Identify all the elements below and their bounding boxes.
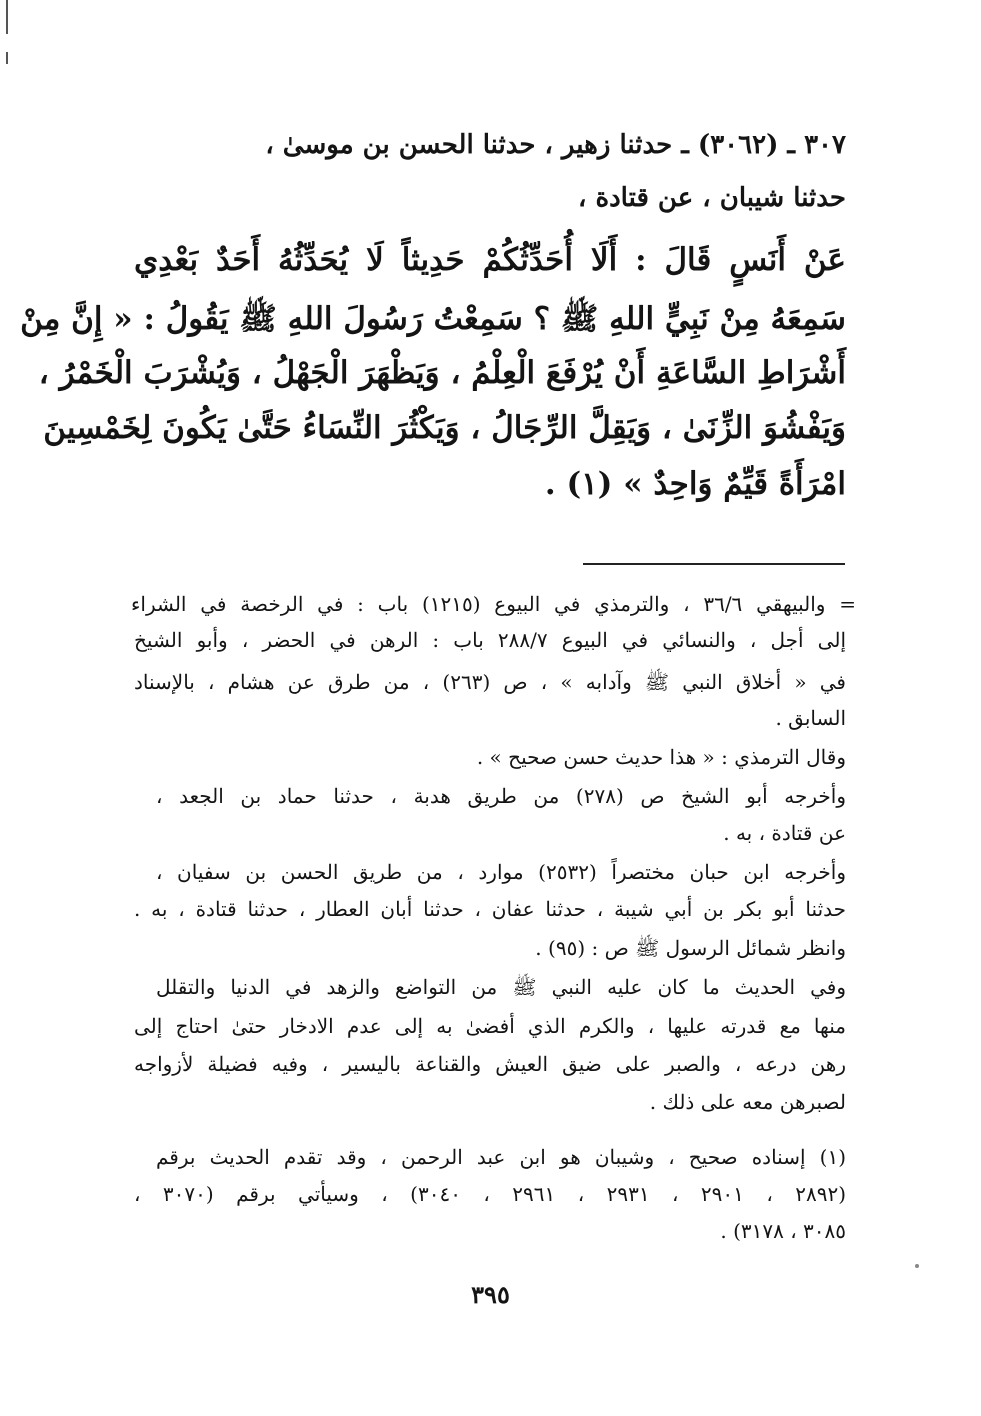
footnote-1-line: ٣٠٨٥ ، ٣١٧٨) . — [720, 1219, 846, 1243]
footnote-ibnhibban-line: وانظر شمائل الرسول ﷺ ص : (٩٥) . — [535, 936, 846, 960]
footnote-commentary-line: منها مع قدرته عليها ، والكرم الذي أفضىٰ به إلى عدم الادخار حتىٰ احتاج إلى — [134, 1014, 846, 1038]
footnote-1-line: (٢٨٩٢ ، ٢٩٠١ ، ٢٩٣١ ، ٢٩٦١ ، ٣٠٤٠) ، وسيأتي برقم (٣٠٧٠ ، — [134, 1182, 846, 1206]
footnote-continuation-line: إلى أجل ، والنسائي في البيوع ٢٨٨/٧ باب : الرهن في الحضر ، وأبو الشيخ — [134, 628, 847, 652]
footnote-continuation-line: في « أخلاق النبي ﷺ وآدابه » ، ص (٢٦٣) ، من طرق عن هشام ، بالإسناد — [134, 670, 846, 694]
footnote-commentary-line: وفي الحديث ما كان عليه النبي ﷺ من التواضع والزهد في الدنيا والتقلل — [156, 975, 846, 999]
footnote-commentary-line: لصبرهن معه على ذلك . — [649, 1090, 846, 1114]
matn-line: وَيَفْشُوَ الزِّنَىٰ ، وَيَقِلَّ الرِّجَالُ ، وَيَكْثُرَ النِّسَاءُ حَتَّىٰ يَكُونَ لِخَمْسِينَ — [43, 410, 846, 446]
matn-line: سَمِعَهُ مِنْ نَبِيٍّ اللهِ ﷺ ؟ سَمِعْتُ رَسُولَ اللهِ ﷺ يَقُولُ : « إِنَّ مِنْ — [20, 301, 846, 337]
scan-speck — [915, 1264, 919, 1268]
footnote-separator — [583, 563, 845, 565]
footnote-commentary-line: رهن درعه ، والصبر على ضيق العيش والقناعة باليسير ، وفيه فضيلة لأزواجه — [134, 1052, 846, 1076]
footnote-abushaykh-line: عن قتادة ، به . — [723, 821, 846, 845]
footnote-1-line: (١) إسناده صحيح ، وشيبان هو ابن عبد الرحمن ، وقد تقدم الحديث برقم — [156, 1145, 846, 1169]
footnote-ibnhibban-line: حدثنا أبو بكر بن أبي شيبة ، حدثنا عفان ، حدثنا أبان العطار ، حدثنا قتادة ، به . — [134, 897, 846, 921]
footnote-tirmidhi: وقال الترمذي : « هذا حديث حسن صحيح » . — [476, 745, 846, 769]
footnote-continuation-line: السابق . — [775, 706, 846, 730]
page-number: ٣٩٥ — [471, 1280, 510, 1309]
footnote-continuation-line: = والبيهقي ٣٦/٦ ، والترمذي في البيوع (١٢١٥) باب : في الرخصة في الشراء — [131, 592, 856, 616]
scan-edge-mark — [6, 52, 8, 64]
matn-line: أَشْرَاطِ السَّاعَةِ أَنْ يُرْفَعَ الْعِلْمُ ، وَيَظْهَرَ الْجَهْلُ ، وَيُشْرَبَ الْخَمْرُ ، — [38, 355, 846, 391]
scan-edge-mark — [6, 0, 8, 34]
hadith-number-isnad: ٣٠٧ ـ (٣٠٦٢) ـ حدثنا زهير ، حدثنا الحسن بن موسىٰ ، — [265, 130, 846, 160]
footnote-ibnhibban-line: وأخرجه ابن حبان مختصراً (٢٥٣٢) موارد ، من طريق الحسن بن سفيان ، — [156, 860, 847, 884]
matn-line: عَنْ أَنَسٍ قَالَ : أَلَا أُحَدِّثُكُمْ حَدِيثاً لَا يُحَدِّثُهُ أَحَدٌ بَعْدِي — [134, 242, 846, 278]
matn-line: امْرَأَةً قَيِّمٌ وَاحِدٌ » (١) . — [544, 466, 846, 502]
isnad-continuation: حدثنا شيبان ، عن قتادة ، — [578, 183, 846, 213]
footnote-abushaykh-line: وأخرجه أبو الشيخ ص (٢٧٨) من طريق هدبة ، حدثنا حماد بن الجعد ، — [156, 784, 846, 808]
